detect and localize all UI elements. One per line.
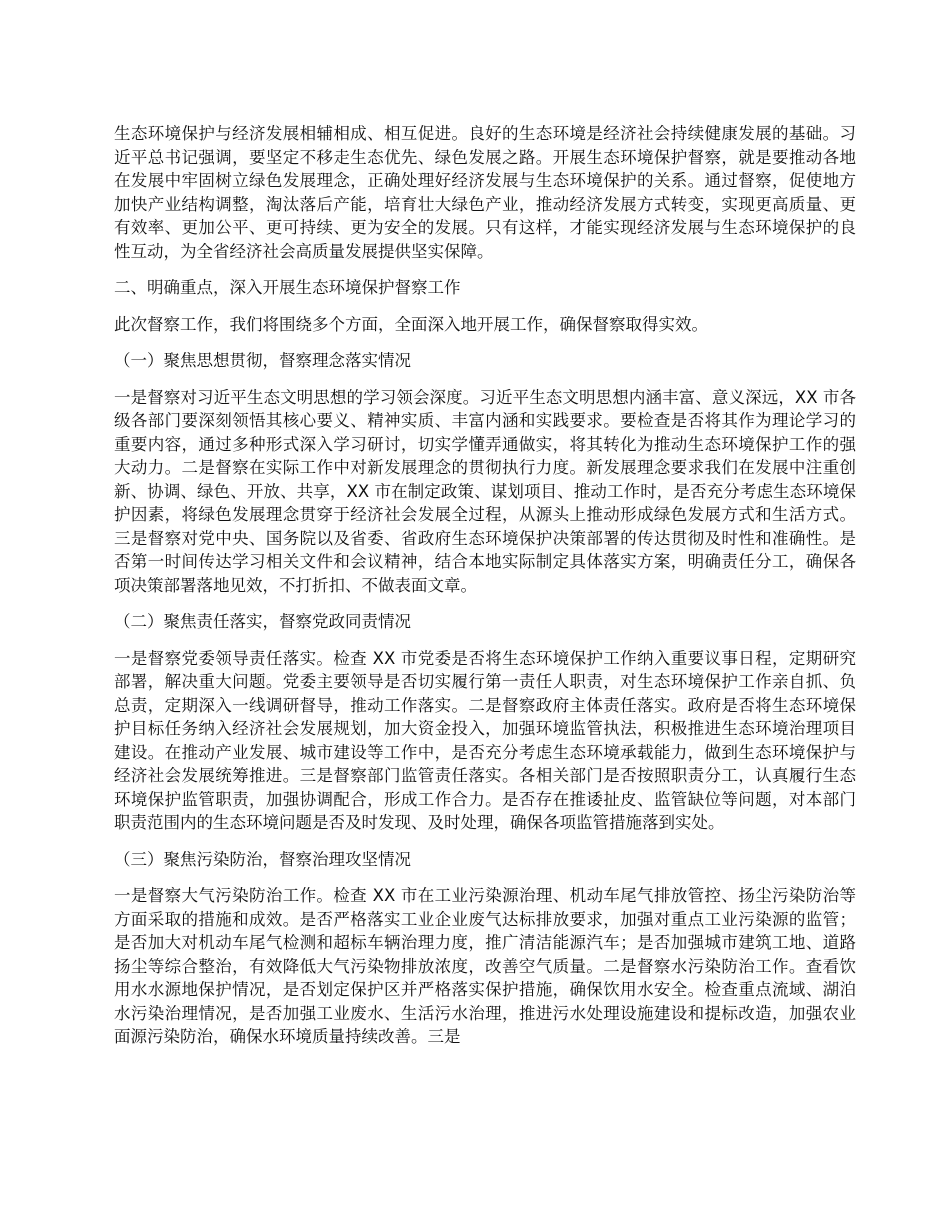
subsection-heading-1: （一）聚焦思想贯彻，督察理念落实情况 [114,351,411,370]
intro-paragraph: 生态环境保护与经济发展相辅相成、相互促进。良好的生态环境是经济社会持续健康发展的基础。习近平总书记强调，要坚定不移走生态优先、绿色发展之路。开展生态环境保护督察，就是要推动各地在发展中牢固树立绿色发展理念，正确处理好经济发展与生态环境保护的关系。通过督察，促使地方加快产业结构调整，淘汰落后产能，培育壮大绿色产业，推动经济发展方式转变，实现更高质量、更有效率、更加公平、更可持续、更为安全的发展。只有这样，才能实现经济发展与生态环境保护的良性互动，为全省经济社会高质量发展提供坚实保障。 [114,124,856,261]
subsection-3-body: 一是督察大气污染防治工作。检查 XX 市在工业污染源治理、机动车尾气排放管控、扬尘污染防治等方面采取的措施和成效。是否严格落实工业企业废气达标排放要求，加强对重点工业污染源的监管；是否加大对机动车尾气检测和超标车辆治理力度，推广清洁能源汽车；是否加强城市建筑工地、道路扬尘等综合整治，有效降低大气污染物排放浓度，改善空气质量。二是督察水污染防治工作。查看饮用水水源地保护情况，是否划定保护区并严格落实保护措施，确保饮用水安全。检查重点流域、湖泊水污染治理情况，是否加强工业废水、生活污水治理，推进污水处理设施建设和提标改造，加强农业面源污染防治，确保水环境质量持续改善。三是 [114,886,856,1046]
subsection-2-body: 一是督察党委领导责任落实。检查 XX 市党委是否将生态环境保护工作纳入重要议事日程，定期研究部署，解决重大问题。党委主要领导是否切实履行第一责任人职责，对生态环境保护工作亲自抓、负总责，定期深入一线调研督导，推动工作落实。二是督察政府主体责任落实。政府是否将生态环境保护目标任务纳入经济社会发展规划，加大资金投入，加强环境监管执法，积极推进生态环境治理项目建设。在推动产业发展、城市建设等工作中，是否充分考虑生态环境承载能力，做到生态环境保护与经济社会发展统筹推进。三是督察部门监管责任落实。各相关部门是否按照职责分工，认真履行生态环境保护监管职责，加强协调配合，形成工作合力。是否存在推诿扯皮、监管缺位等问题，对本部门职责范围内的生态环境问题是否及时发现、及时处理，确保各项监管措施落到实处。 [114,648,856,832]
subsection-1-body: 一是督察对习近平生态文明思想的学习领会深度。习近平生态文明思想内涵丰富、意义深远，XX 市各级各部门要深刻领悟其核心要义、精神实质、丰富内涵和实践要求。要检查是否将其作为理论学习的重要内容，通过多种形式深入学习研讨，切实学懂弄通做实，将其转化为推动生态环境保护工作的强大动力。二是督察在实际工作中对新发展理念的贯彻执行力度。新发展理念要求我们在发展中注重创新、协调、绿色、开放、共享，XX 市在制定政策、谋划项目、推动工作时，是否充分考虑生态环境保护因素，将绿色发展理念贯穿于经济社会发展全过程，从源头上推动形成绿色发展方式和生活方式。三是督察对党中央、国务院以及省委、省政府生态环境保护决策部署的传达贯彻及时性和准确性。是否第一时间传达学习相关文件和会议精神，结合本地实际制定具体落实方案，明确责任分工，确保各项决策部署落地见效，不打折扣、不做表面文章。 [114,387,856,595]
section-2-intro: 此次督察工作，我们将围绕多个方面，全面深入地开展工作，确保督察取得实效。 [114,314,708,334]
subsection-heading-3: （三）聚焦污染防治，督察治理攻坚情况 [114,849,411,869]
document-page [114,122,856,1062]
section-heading-2: 二、明确重点，深入开展生态环境保护督察工作 [114,278,461,297]
subsection-heading-2: （二）聚焦责任落实，督察党政同责情况 [114,612,411,631]
